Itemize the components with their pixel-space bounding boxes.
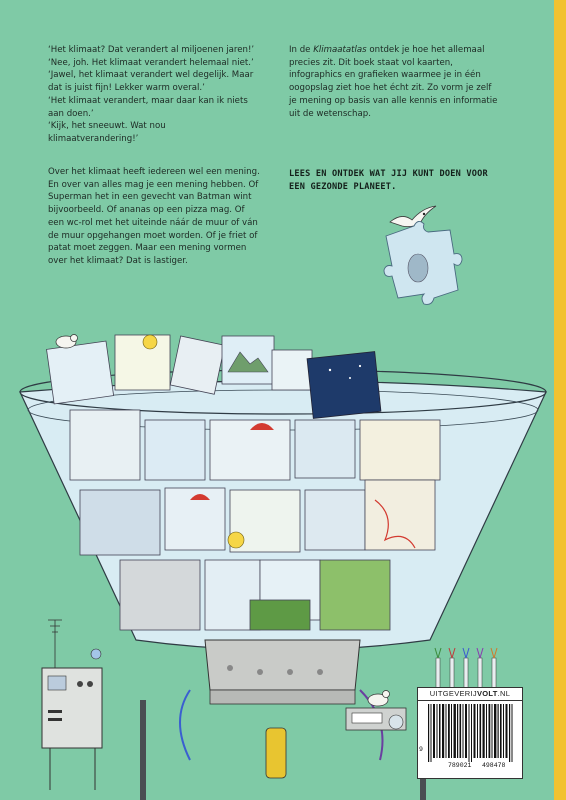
description-paragraph: In de Klimaatatlas ontdek je hoe het allemaal precies zit. Dit boek staat vol kaarten, infographics en grafieken waarmee je in één oogopslag ziet hoe het écht zit. Zo vorm je zelf je mening op basis van alle kennis en informatie uit de wetenschap. (289, 45, 498, 119)
quote-2: ‘Nee, joh. Het klimaat verandert helemaal niet.’ (48, 57, 254, 68)
seagull-flying-icon (390, 206, 436, 227)
quote-4: ‘Het klimaat verandert, maar daar kan ik niets aan doen.’ (48, 95, 248, 119)
machine-base (140, 640, 426, 800)
puzzle-piece-floating (384, 221, 462, 304)
publisher-url: UITGEVERIJVOLT.NL (418, 688, 522, 701)
quote-1: ‘Het klimaat? Dat verandert al miljoenen jaren!’ (48, 45, 255, 55)
quote-5: ‘Kijk, het sneeuwt. Wat nou klimaatverandering!’ (48, 121, 166, 144)
call-to-action: LEES EN ONTDEK WAT JIJ KUNT DOEN VOOR EEN GEZONDE PLANEET. (289, 169, 488, 192)
barcode-box (417, 687, 523, 779)
test-tubes (435, 648, 497, 688)
seagull-on-pipe-icon (368, 691, 390, 707)
isbn-first-digit: 9 (419, 746, 423, 753)
book-title: Klimaatatlas (313, 45, 367, 55)
isbn-last-digits: 498478 (482, 762, 506, 769)
control-box (42, 620, 102, 790)
intro-paragraph: Over het klimaat heeft iedereen wel een mening. En over van alles mag je een mening hebben. Of Superman het in een gevecht van Batman wint bijvoorbeeld. Of ananas op een pizza mag. Of een wc-rol met het uiteinde náár de muur of ván de muur opgehangen moet worden. Of je friet of patat moet zeggen. Maar een mening vormen over het klimaat? Dat is lastiger. (48, 167, 260, 266)
quote-3: ‘Jawel, het klimaat verandert wel degelijk. Maar dat is juist fijn! Lekker warm overal.’ (48, 70, 254, 94)
isbn-middle-digits: 789021 (448, 762, 472, 769)
